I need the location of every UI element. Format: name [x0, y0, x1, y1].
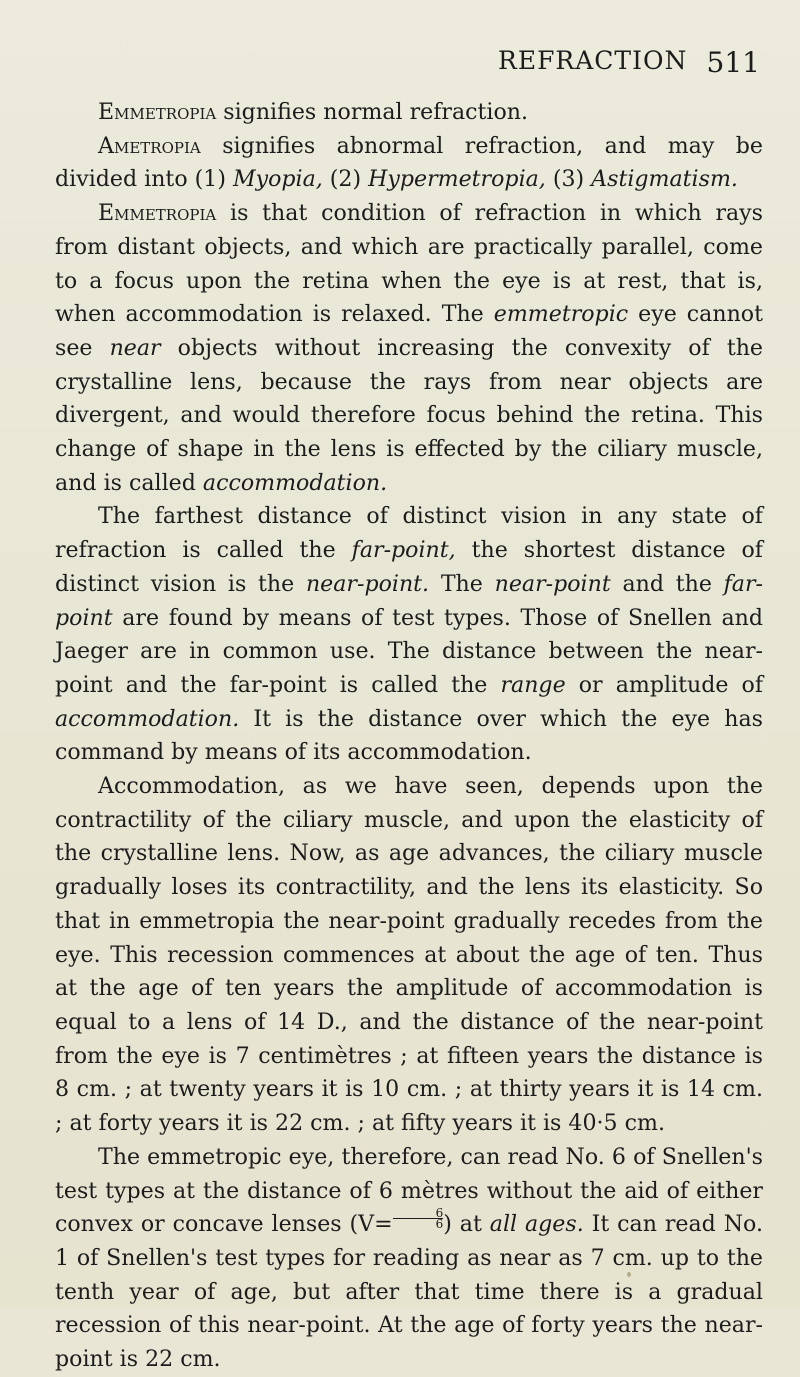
paragraph-text: (3): [545, 166, 592, 193]
term-emmetropia: Emmetropia: [98, 200, 217, 227]
paragraph-text: the shortest distance of distinct vision is the: [55, 537, 763, 597]
paragraph-text: signifies normal refraction.: [216, 99, 529, 125]
running-title: REFRACTION: [498, 46, 688, 75]
term-accommodation: accommodation.: [202, 469, 388, 496]
term-ametropia: Ametropia: [98, 132, 201, 159]
fraction-numerator: 6: [393, 1208, 444, 1219]
paragraph-text: It is the distance over which the eye has command by means of its accommodation.: [55, 705, 763, 766]
paper-speck: [627, 1272, 631, 1277]
paragraph-text: (2): [322, 166, 369, 193]
paragraph-text: The emmetropic eye, therefore, can read No. 6 of Snellen's test types at the distance of 6 mètres without the aid of either convex or concave lenses (V=: [55, 1143, 763, 1238]
term-hypermetropia: Hypermetropia,: [368, 166, 546, 193]
term-near: near: [109, 334, 161, 361]
paragraph-text: signifies abnormal refraction, and may be divided into (1): [55, 132, 763, 193]
term-all-ages: all ages.: [489, 1211, 584, 1238]
paragraph-far-near-point: [55, 500, 763, 770]
paragraph-text: It can read No. 1 of Snellen's test types for reading as near as 7 cm. up to the tenth year of age, but after that time there is a gradual recession of this near-point. At the age of forty years the near-point is 22 cm.: [55, 1211, 763, 1373]
paragraph-text: The: [429, 570, 495, 597]
term-near-point: near-point.: [305, 570, 430, 597]
term-myopia: Myopia,: [232, 166, 323, 193]
paragraph-ametropia-definition: [55, 130, 763, 197]
paragraph-text: is that condition of refraction in which rays from distant objects, and which are practically parallel, come to a focus upon the retina when the eye is at rest, that is, when accommodation is relaxed. The: [55, 200, 763, 328]
paragraph-text: or amplitude of: [565, 671, 763, 698]
paragraph-snellen-test: [55, 1141, 763, 1377]
paragraph-text: Accommodation, as we have seen, depends upon the contractility of the ciliary muscle, and upon the elasticity of the crystalline lens. Now, as age advances, the ciliary muscle gradually loses its contractility, and the lens its elasticity. So that in emmetropia the near-point gradually recedes from the eye. This recession commences at about the age of ten. Thus at the age of ten years the amplitude of accommodation is equal to a lens of 14 D., and the distance of the near-point from the eye is 7 centimètres ; at fifteen years the distance is 8 cm. ; at twenty years it is 10 cm. ; at thirty years it is 14 cm. ; at forty years it is 22 cm. ; at fifty years it is 40·5 cm.: [55, 773, 763, 1137]
term-accommodation: accommodation.: [55, 705, 240, 732]
paragraph-text: and the: [610, 570, 724, 597]
paragraph-text: eye cannot see: [55, 301, 763, 361]
body-text: [55, 96, 763, 1377]
fraction-six-sixths: [393, 1206, 444, 1232]
paragraph-emmetropia-condition: [55, 197, 763, 500]
paragraph-accommodation-age: [55, 770, 763, 1141]
term-far-point: far-point,: [351, 537, 456, 564]
term-astigmatism: Astigmatism.: [591, 166, 738, 193]
paragraph-text: ) at: [443, 1211, 490, 1238]
term-far-point: far-point: [55, 570, 764, 631]
fraction-denominator: 6: [435, 1217, 444, 1232]
term-emmetropia: Emmetropia: [98, 99, 217, 125]
page-number: 511: [706, 46, 760, 79]
term-near-point: near-point: [494, 570, 611, 597]
running-head: [56, 46, 760, 86]
term-range: range: [500, 671, 566, 698]
paragraph-text: objects without increasing the convexity of the crystalline lens, because the rays from near objects are divergent, and would therefore focus behind the retina. This change of shape in the lens is effected by the ciliary muscle, and is called: [55, 334, 763, 496]
term-emmetropic: emmetropic: [493, 301, 629, 328]
paragraph-text: The farthest distance of distinct vision in any state of refraction is called the: [55, 503, 763, 564]
paragraph-text: are found by means of test types. Those of Snellen and Jaeger are in common use. The distance between the near-point and the far-point is called the: [55, 604, 763, 698]
paragraph-emmetropia-definition: [55, 96, 763, 130]
